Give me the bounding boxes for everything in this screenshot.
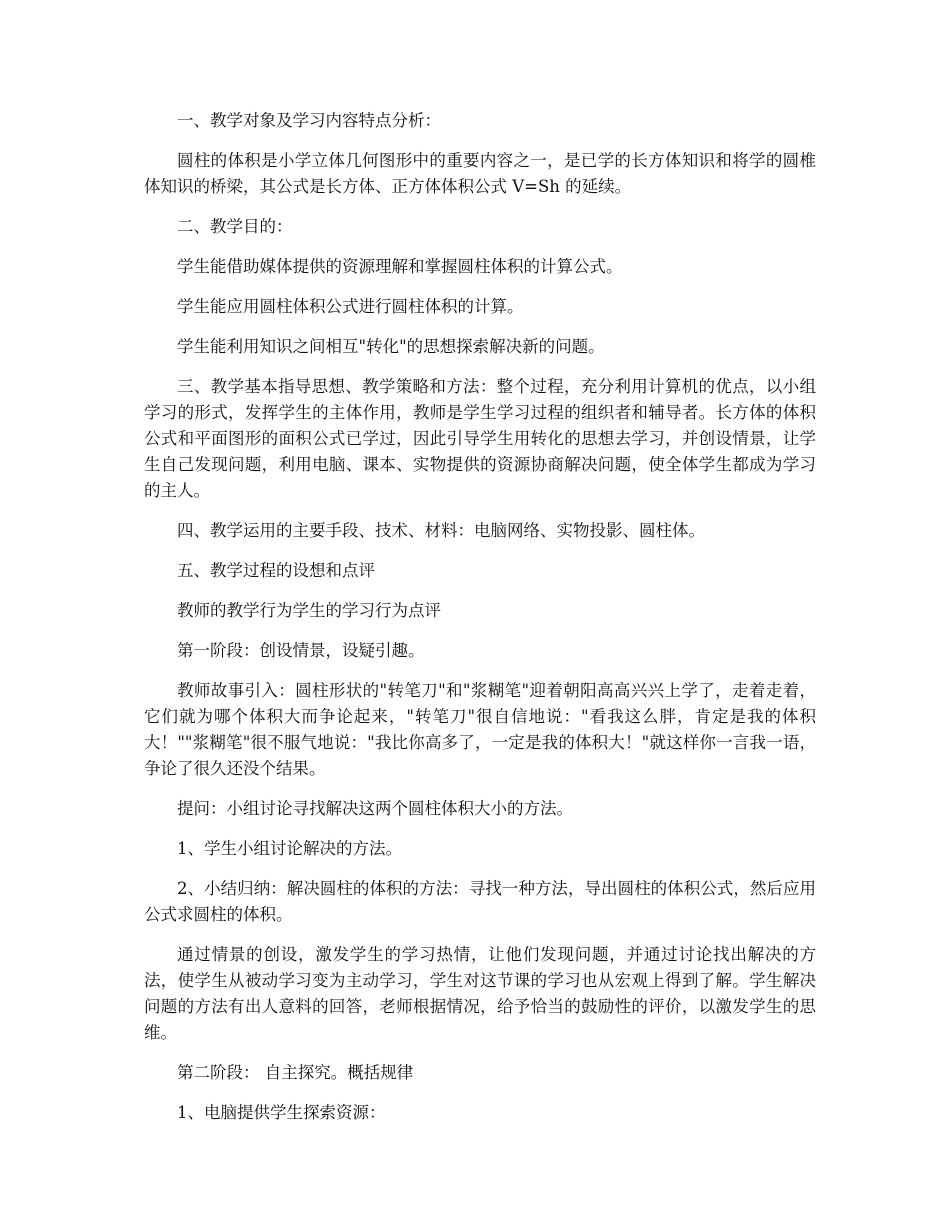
paragraph-content-analysis: 圆柱的体积是小学立体几何图形中的重要内容之一，是已学的长方体知识和将学的圆椎体知识的桥梁，其公式是长方体、正方体体积公式 V=Sh 的延续。: [144, 151, 816, 196]
paragraph-behavior-header: 教师的教学行为学生的学习行为点评: [177, 601, 441, 620]
goal-item-2: 学生能应用圆柱体积公式进行圆柱体积的计算。: [177, 297, 524, 316]
section-heading-5: 五、教学过程的设想和点评: [177, 561, 375, 580]
section-heading-2: 二、教学目的：: [177, 217, 293, 236]
list-item-1: 1、学生小组讨论解决的方法。: [177, 839, 402, 858]
list-item-2: 2、小结归纳：解决圆柱的体积的方法：寻找一种方法，导出圆柱的体积公式，然后应用公式求圆柱的体积。: [144, 879, 816, 924]
goal-item-1: 学生能借助媒体提供的资源理解和掌握圆柱体积的计算公式。: [177, 257, 623, 276]
paragraph-question: 提问：小组讨论寻找解决这两个圆柱体积大小的方法。: [177, 799, 573, 818]
stage-2-heading: 第二阶段： 自主探究。概括规律: [177, 1063, 414, 1082]
stage-1-heading: 第一阶段：创设情景，设疑引趣。: [177, 641, 425, 660]
paragraph-commentary: 通过情景的创设，激发学生的学习热情，让他们发现问题，并通过讨论找出解决的方法，使学生从被动学习变为主动学习，学生对这节课的学习也从宏观上得到了解。学生解决问题的方法有出人意料的回答，老师根据情况，给予恰当的鼓励性的评价，以激发学生的思维。: [144, 945, 816, 1042]
paragraph-teaching-materials: 四、教学运用的主要手段、技术、材料：电脑网络、实物投影、圆柱体。: [177, 521, 705, 540]
document-body: [144, 108, 816, 1140]
list-item-resources: 1、电脑提供学生探索资源：: [177, 1103, 386, 1122]
paragraph-teaching-strategy: 三、教学基本指导思想、教学策略和方法：整个过程，充分利用计算机的优点，以小组学习的形式，发挥学生的主体作用，教师是学生学习过程的组织者和辅导者。长方体的体积公式和平面图形的面积公式已学过，因此引导学生用转化的思想去学习，并创设情景，让学生自己发现问题，利用电脑、课本、实物提供的资源协商解决问题，使全体学生都成为学习的主人。: [144, 377, 816, 500]
paragraph-story-intro: 教师故事引入：圆柱形状的"转笔刀"和"浆糊笔"迎着朝阳高高兴兴上学了，走着走着，它们就为哪个体积大而争论起来，"转笔刀"很自信地说："看我这么胖，肯定是我的体积大！""浆糊笔"很不服气地说："我比你高多了，一定是我的体积大！"就这样你一言我一语，争论了很久还没个结果。: [144, 681, 816, 778]
goal-item-3: 学生能利用知识之间相互"转化"的思想探索解决新的问题。: [177, 337, 605, 356]
section-heading-1: 一、教学对象及学习内容特点分析：: [177, 111, 441, 130]
